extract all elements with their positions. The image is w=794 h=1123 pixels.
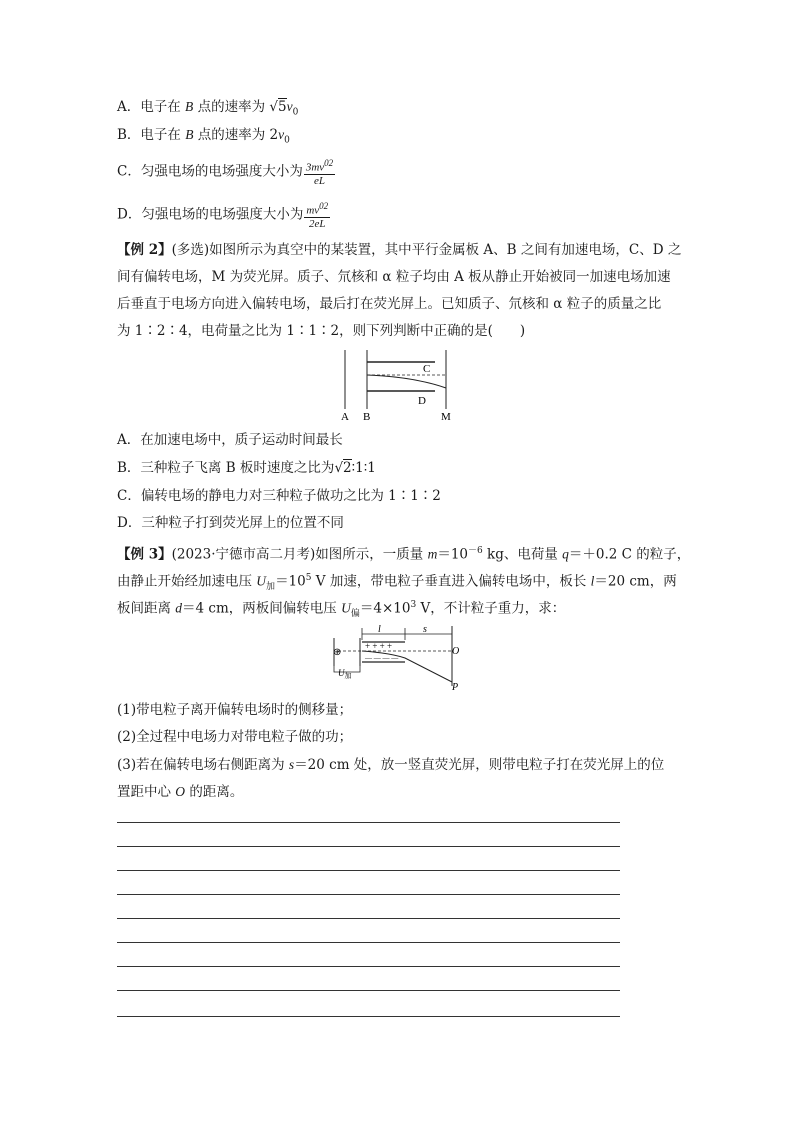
ex2-line-1 (117, 240, 681, 260)
answer-line[interactable] (117, 966, 620, 967)
var-v: v (278, 127, 285, 142)
particle-icon: ⊕ (333, 647, 342, 658)
option-c-text: C．匀强电场的电场强度大小为 (117, 163, 303, 180)
question-3-line-1: (3)若在偏转电场右侧距离为 s＝20 cm 处，放一竖直荧光屏，则带电粒子打在荧光屏上的位 (117, 757, 665, 773)
option-d-text: D．匀强电场的电场强度大小为 (117, 206, 304, 223)
ex2-option-b-ratio: ∶1∶1 (351, 460, 376, 476)
ex2-line-2: 间有偏转电场，M 为荧光屏。质子、氘核和 α 粒子均由 A 板从静止开始被同一加速电场加速 (117, 269, 671, 285)
label-b: B (363, 411, 371, 423)
fraction-numerator: $3mv^{02}$ (305, 158, 334, 174)
point-b: B (185, 127, 194, 142)
point-b: B (185, 99, 194, 114)
answer-line[interactable] (117, 870, 620, 871)
fraction-denominator: 2eL (308, 217, 326, 230)
option-b-text: B．电子在 (117, 127, 186, 143)
plus-charges: + + + + (365, 641, 393, 651)
option-c (117, 157, 335, 187)
question-1: (1)带电粒子离开偏转电场时的侧移量； (117, 702, 353, 718)
var-v: v (286, 99, 293, 114)
answer-line[interactable] (117, 894, 620, 895)
trajectory (367, 375, 446, 388)
option-b-mid: 点的速率为 2 (193, 127, 279, 143)
ex2-line-3: 后垂直于电场方向进入偏转电场，最后打在荧光屏上。已知质子、氘核和 α 粒子的质量之比 (117, 296, 662, 312)
label-u: $U_加$ (338, 668, 352, 680)
var-v-sub: 0 (292, 107, 299, 118)
label-o: O (452, 646, 460, 657)
answer-line[interactable] (117, 918, 620, 919)
answer-line[interactable] (117, 846, 620, 847)
fraction-numerator: $mv^{02}$ (306, 201, 329, 217)
fraction (304, 157, 335, 187)
label-p: P (452, 682, 459, 693)
question-2: (2)全过程中电场力对带电粒子做的功； (117, 729, 353, 745)
option-d (117, 200, 330, 230)
example-tag: 【例 2】 (117, 242, 172, 258)
answer-line[interactable] (117, 822, 620, 823)
ex2-line-4: 为 1∶2∶4，电荷量之比为 1∶1∶2，则下列判断中正确的是( ) (117, 323, 526, 339)
example-tag: 【例 3】 (117, 546, 172, 563)
ex3-line-2: 由静止开始经加速电压 $U_加=10^5$ V 加速，带电粒子垂直进入偏转电场中，板长 l＝20 cm，两 (117, 573, 677, 593)
sqrt-symbol: √ (334, 460, 344, 476)
option-a-mid: 点的速率为 (193, 99, 270, 115)
label-a: A (341, 411, 349, 423)
label-m: M (441, 411, 451, 423)
ex2-option-d: D．三种粒子打到荧光屏上的位置不同 (117, 515, 344, 531)
ex2-option-b (117, 458, 376, 478)
ex2-figure (335, 346, 465, 426)
answer-line[interactable] (117, 1016, 620, 1017)
ex3-figure (328, 622, 468, 694)
sqrt-radicand: 2 (343, 460, 352, 476)
fraction-denominator: eL (314, 174, 325, 187)
sqrt-radicand: 5 (278, 99, 287, 115)
question-3-line-2: 置距中心 O 的距离。 (117, 784, 244, 800)
ex2-option-a: A．在加速电场中，质子运动时间最长 (117, 432, 343, 448)
label-c: C (423, 363, 431, 375)
var-v-sub: 0 (284, 135, 290, 146)
answer-line[interactable] (117, 942, 620, 943)
option-a-text: A．电子在 (117, 99, 186, 115)
label-d: D (418, 395, 426, 407)
minus-charges: — — — — (365, 654, 399, 662)
answer-line[interactable] (117, 990, 620, 991)
ex3-line-3: 板间距离 d＝4 cm，两板间偏转电压 $U_偏=4\times 10^3$ V，不计粒子重力，求： (117, 600, 566, 620)
ex2-option-b-text: B．三种粒子飞离 B 板时速度之比为 (117, 460, 335, 476)
ex3-line-1: 【例 3】(2023·宁德市高二月考)如图所示，一质量 $m=10^{-6}$ kg、电荷量 q＝＋0.2 C 的粒子， (117, 546, 691, 563)
ex2-text-1: (多选)如图所示为真空中的某装置，其中平行金属板 A、B 之间有加速电场，C、D 之 (171, 242, 682, 258)
sqrt-symbol: √ (269, 99, 278, 115)
label-s: s (423, 624, 427, 635)
option-a (117, 97, 298, 123)
option-b (117, 125, 290, 151)
ex2-option-c: C．偏转电场的静电力对三种粒子做功之比为 1∶1∶2 (117, 488, 441, 504)
fraction (304, 200, 330, 230)
label-l: l (378, 624, 381, 635)
